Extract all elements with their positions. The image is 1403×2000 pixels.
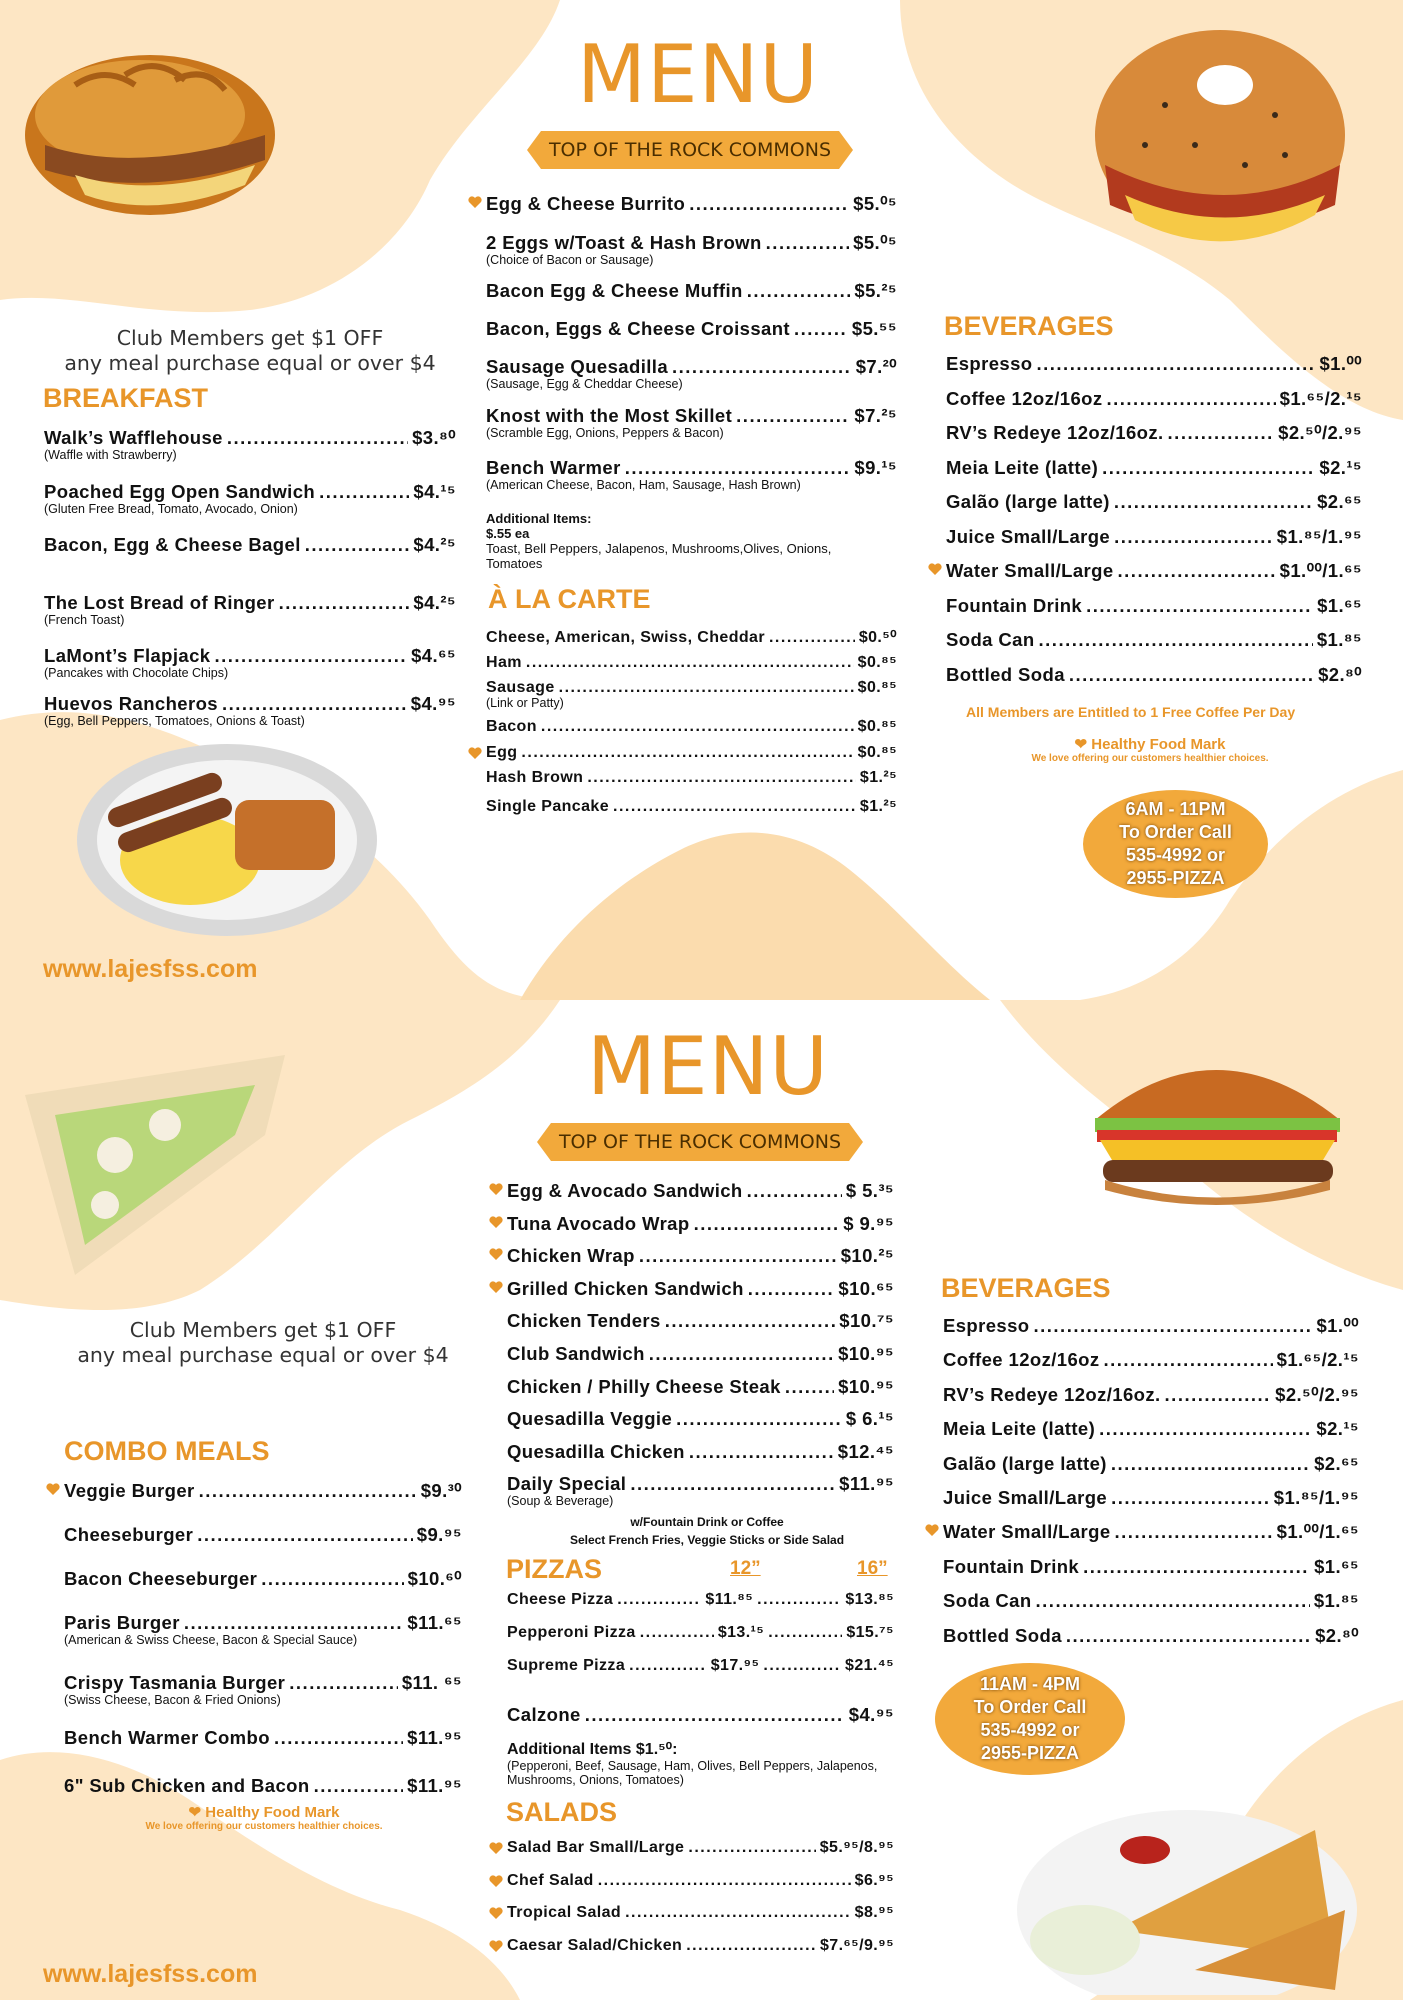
item-name: Bottled Soda — [946, 663, 1065, 685]
item-name: The Lost Bread of Ringer — [44, 592, 275, 613]
item-name: Soda Can — [946, 629, 1035, 650]
bottom-website-link[interactable]: www.lajesfss.com — [43, 1960, 258, 1988]
item-name: Tropical Salad — [507, 1904, 622, 1921]
additional-price: $.55 ea — [486, 526, 530, 541]
item-name: Single Pancake — [486, 798, 609, 815]
item-name: RV’s Redeye 12oz/16oz. — [946, 422, 1164, 443]
combo-heading: COMBO MEALS — [64, 1436, 270, 1466]
item-name: Fountain Drink — [946, 594, 1083, 616]
bottom-menu-title: MENU — [587, 1020, 829, 1113]
item-name: Bacon — [486, 718, 537, 735]
item-price: $10.²⁵ — [840, 1245, 894, 1267]
item-name: Caesar Salad/Chicken — [507, 1936, 683, 1954]
item-name: Coffee 12oz/16oz — [943, 1349, 1100, 1371]
healthy-heart-icon — [489, 1248, 503, 1261]
item-name: Egg — [486, 744, 518, 761]
breakfast-special-item — [486, 356, 897, 391]
item-price: $5.⁰⁵ — [853, 232, 897, 253]
quesadilla-plate-image — [1015, 1790, 1360, 1995]
breakfast-special-item — [486, 457, 897, 492]
item-price: $1.²⁵ — [859, 769, 897, 786]
item-price: $2.⁶⁵ — [1317, 491, 1362, 512]
sandwich-item — [507, 1408, 894, 1430]
item-description: (American & Swiss Cheese, Bacon & Special Sauce) — [64, 1633, 358, 1647]
additional-list: Toast, Bell Peppers, Jalapenos, Mushrooms,Olives, Onions, Tomatoes — [486, 541, 832, 571]
salad-item — [507, 1839, 894, 1857]
item-price: $11.⁹⁵ — [407, 1727, 462, 1748]
salad-item — [507, 1872, 894, 1890]
pizza-additional-list: (Pepperoni, Beef, Sausage, Ham, Olives, Bell Peppers, Jalapenos, Mushrooms, Onions, Tomatoes) — [507, 1759, 878, 1787]
item-name: Sausage Quesadilla — [486, 356, 669, 377]
sandwich-item — [507, 1213, 894, 1235]
top-menu-title: MENU — [577, 28, 819, 121]
item-name: Juice Small/Large — [943, 1487, 1108, 1508]
beverage-item — [943, 1418, 1359, 1440]
size-16-label: 16” — [857, 1558, 888, 1579]
beverage-item — [943, 1315, 1359, 1337]
healthy-heart-icon — [468, 747, 482, 760]
item-name: Juice Small/Large — [946, 525, 1111, 547]
top-beverages-heading: BEVERAGES — [944, 311, 1114, 341]
item-description: (American Cheese, Bacon, Ham, Sausage, Hash Brown) — [486, 478, 801, 492]
fountain-note: w/Fountain Drink or Coffee — [630, 1515, 784, 1529]
sandwich-item — [507, 1278, 894, 1300]
item-name: Cheese, American, Swiss, Cheddar — [486, 629, 765, 646]
healthy-sub: We love offering our customers healthier choices. — [1031, 753, 1269, 764]
sandwich-item — [507, 1245, 894, 1267]
item-description: (Gluten Free Bread, Tomato, Avocado, Onion) — [44, 502, 298, 516]
item-name: Quesadilla Veggie — [507, 1408, 673, 1430]
club-line-2: any meal purchase equal or over $4 — [64, 351, 436, 375]
item-price: $1.⁰⁰/1.⁶⁵ — [1279, 560, 1362, 581]
order-label: To Order Call — [1119, 822, 1232, 842]
free-coffee-note: All Members are Entitled to 1 Free Coffee Per Day — [966, 704, 1296, 720]
item-name: Knost with the Most Skillet — [486, 405, 733, 426]
item-price: $4.¹⁵ — [413, 481, 456, 502]
beverage-item — [943, 1487, 1359, 1509]
item-price: $1.⁶⁵/2.¹⁵ — [1276, 1349, 1359, 1371]
item-price: $2.¹⁵ — [1319, 456, 1362, 478]
item-price: $0.⁸⁵ — [857, 744, 897, 761]
item-description: (French Toast) — [44, 613, 125, 627]
item-price: $11.⁹⁵ — [407, 1775, 462, 1796]
order-label: To Order Call — [973, 1697, 1087, 1717]
item-price: $1.⁶⁵ — [1314, 1555, 1359, 1577]
additional-title: Additional Items: — [486, 511, 592, 526]
breakfast-special-item — [486, 280, 897, 302]
alacarte-item — [486, 798, 897, 816]
combo-item — [64, 1775, 462, 1797]
beverage-item — [946, 491, 1362, 513]
item-price: $4.⁶⁵ — [411, 645, 456, 666]
item-price: $9.⁹⁵ — [416, 1524, 462, 1545]
item-price: $1.⁸⁵/1.⁹⁵ — [1273, 1487, 1359, 1508]
item-price: $5.²⁵ — [854, 280, 897, 301]
item-price: $4.²⁵ — [413, 534, 456, 555]
item-name: Hash Brown — [486, 769, 584, 786]
healthy-heart-icon — [489, 1940, 503, 1953]
item-price: $7.²⁰ — [855, 356, 897, 377]
item-name: Club Sandwich — [507, 1343, 645, 1364]
item-name: Chicken / Philly Cheese Steak — [507, 1375, 781, 1397]
combo-item — [64, 1672, 462, 1707]
combo-item — [64, 1480, 462, 1502]
item-price: $5.⁹⁵/8.⁹⁵ — [819, 1839, 894, 1856]
item-name: Egg & Avocado Sandwich — [507, 1180, 743, 1201]
club-line-1: Club Members get $1 OFF — [129, 1318, 397, 1342]
item-price: $1.⁶⁵/2.¹⁵ — [1279, 387, 1362, 409]
pizzas-heading: PIZZAS — [506, 1554, 603, 1584]
item-price: $2.⁸⁰ — [1315, 1624, 1359, 1646]
item-price: $1.⁰⁰ — [1316, 1315, 1359, 1336]
breakfast-item — [44, 645, 456, 680]
item-price: $11.⁶⁵ — [407, 1612, 462, 1633]
pizza-additional-items — [507, 1739, 907, 1787]
price-12: $17.⁹⁵ — [710, 1657, 760, 1674]
item-price: $9.¹⁵ — [854, 457, 897, 478]
breakfast-item — [44, 481, 456, 516]
additional-items — [486, 511, 886, 571]
item-price: $2.⁶⁵ — [1314, 1452, 1359, 1474]
item-price: $10.⁹⁵ — [838, 1343, 894, 1364]
beverage-item — [943, 1590, 1359, 1612]
top-healthy-mark — [1010, 735, 1290, 764]
item-price: $12.⁴⁵ — [837, 1440, 894, 1462]
item-name: Bottled Soda — [943, 1624, 1062, 1646]
item-name: Water Small/Large — [946, 560, 1114, 581]
item-price: $2.⁵⁰/2.⁹⁵ — [1275, 1383, 1359, 1405]
alacarte-item — [486, 679, 897, 710]
item-name: Supreme Pizza — [507, 1657, 626, 1674]
order-phone: 535-4992 or — [980, 1720, 1080, 1740]
item-name: Espresso — [946, 353, 1033, 374]
price-12: $13.¹⁵ — [717, 1624, 765, 1641]
top-subtitle-banner: TOP OF THE ROCK COMMONS — [541, 131, 839, 169]
pizza-item — [507, 1657, 894, 1675]
item-name: Chef Salad — [507, 1871, 594, 1889]
beverage-item — [946, 457, 1362, 479]
breakfast-item — [44, 592, 456, 627]
item-price: $ 9.⁹⁵ — [843, 1212, 894, 1234]
item-price: $ 6.¹⁵ — [845, 1408, 894, 1430]
healthy-heart-icon — [489, 1281, 503, 1294]
item-price: $2.⁵⁰/2.⁹⁵ — [1278, 422, 1362, 443]
item-name: Huevos Rancheros — [44, 693, 218, 714]
item-name: Galão (large latte) — [943, 1452, 1107, 1474]
bagel-sandwich-image — [1085, 15, 1355, 285]
sides-note: Select French Fries, Veggie Sticks or Side Salad — [569, 1533, 845, 1547]
beverage-item — [943, 1453, 1359, 1475]
heart-icon: ❤ — [1074, 736, 1088, 753]
item-price: $9.³⁰ — [420, 1480, 462, 1501]
item-description: (Swiss Cheese, Bacon & Fried Onions) — [64, 1693, 281, 1707]
item-price: $7.²⁵ — [854, 405, 897, 426]
item-price: $11. ⁶⁵ — [401, 1672, 462, 1693]
salad-item — [507, 1937, 894, 1955]
sandwich-item — [507, 1310, 894, 1332]
healthy-title: Healthy Food Mark — [205, 1804, 340, 1821]
item-price: $6.⁹⁵ — [854, 1871, 894, 1889]
item-name: Bench Warmer Combo — [64, 1727, 270, 1748]
breakfast-item — [44, 427, 456, 462]
alacarte-heading: À LA CARTE — [488, 584, 651, 614]
healthy-heart-icon — [46, 1483, 60, 1496]
salads-heading: SALADS — [506, 1797, 618, 1827]
calzone-row — [507, 1704, 894, 1726]
item-name: Cheeseburger — [64, 1524, 194, 1545]
item-description: (Soup & Beverage) — [507, 1494, 614, 1509]
breakfast-special-item — [486, 232, 897, 267]
item-price: $4.⁹⁵ — [848, 1704, 894, 1725]
item-name: Ham — [486, 654, 522, 671]
beverage-item — [943, 1384, 1359, 1406]
beverage-item — [946, 526, 1362, 548]
healthy-heart-icon — [489, 1907, 503, 1920]
wrap-image — [15, 1015, 300, 1285]
item-price: $1.⁰⁰/1.⁶⁵ — [1276, 1521, 1359, 1543]
item-name: Walk’s Wafflehouse — [44, 427, 223, 448]
item-price: $0.⁸⁵ — [857, 718, 897, 735]
item-name: Galão (large latte) — [946, 491, 1110, 512]
item-name: Bacon, Egg & Cheese Bagel — [44, 534, 301, 555]
healthy-heart-icon — [925, 1524, 939, 1537]
item-name: LaMont’s Flapjack — [44, 645, 211, 666]
healthy-heart-icon — [489, 1216, 503, 1229]
item-name: 6" Sub Chicken and Bacon — [64, 1775, 310, 1796]
alacarte-item — [486, 769, 897, 787]
item-name: Daily Special — [507, 1473, 627, 1495]
item-name: Veggie Burger — [64, 1480, 195, 1501]
item-price: $1.²⁵ — [859, 798, 897, 815]
order-hours: 11AM - 4PM — [979, 1674, 1081, 1694]
beverage-item — [946, 388, 1362, 410]
item-price: $3.⁸⁰ — [412, 427, 456, 448]
item-description: (Choice of Bacon or Sausage) — [486, 253, 654, 267]
healthy-heart-icon — [489, 1183, 503, 1196]
item-name: Grilled Chicken Sandwich — [507, 1277, 744, 1299]
bottom-healthy-mark — [124, 1803, 404, 1832]
item-name: Poached Egg Open Sandwich — [44, 481, 316, 502]
order-pizza-line: 2955-PIZZA — [980, 1743, 1080, 1763]
item-price: $4.⁹⁵ — [410, 693, 456, 714]
item-name: Calzone — [507, 1704, 581, 1725]
sandwich-item — [507, 1441, 894, 1463]
cheeseburger-image — [1075, 1030, 1360, 1210]
breakfast-special-item — [486, 405, 897, 440]
item-name: Bacon, Eggs & Cheese Croissant — [486, 318, 790, 339]
breakfast-special-item — [486, 318, 897, 340]
item-name: Bacon Egg & Cheese Muffin — [486, 280, 743, 301]
order-phone: 535-4992 or — [1125, 845, 1226, 865]
item-name: Quesadilla Chicken — [507, 1440, 685, 1462]
breakfast-plate-image — [75, 740, 380, 940]
order-hours: 6AM - 11PM — [1125, 799, 1226, 819]
item-name: Paris Burger — [64, 1612, 180, 1633]
sandwich-item — [507, 1180, 894, 1202]
item-name: Tuna Avocado Wrap — [507, 1212, 690, 1234]
item-name: Espresso — [943, 1315, 1030, 1336]
heart-icon: ❤ — [188, 1804, 202, 1821]
item-name: RV’s Redeye 12oz/16oz. — [943, 1383, 1161, 1405]
item-name: Chicken Wrap — [507, 1245, 635, 1267]
club-line-1: Club Members get $1 OFF — [116, 326, 384, 350]
item-name: Coffee 12oz/16oz — [946, 387, 1103, 409]
club-line-2: any meal purchase equal or over $4 — [77, 1343, 449, 1367]
salad-item — [507, 1904, 894, 1922]
item-price: $2.¹⁵ — [1316, 1418, 1359, 1440]
beverage-item — [946, 353, 1362, 375]
item-price: $11.⁹⁵ — [839, 1473, 894, 1495]
beverage-item — [946, 629, 1362, 651]
item-price: $10.⁷⁵ — [839, 1310, 894, 1332]
item-name: Crispy Tasmania Burger — [64, 1672, 286, 1693]
item-price: $ 5.³⁵ — [845, 1180, 894, 1201]
top-website-link[interactable]: www.lajesfss.com — [43, 955, 258, 983]
item-price: $5.⁰⁵ — [853, 193, 897, 214]
item-description: (Link or Patty) — [486, 696, 564, 710]
order-pizza-line: 2955-PIZZA — [1126, 868, 1225, 888]
item-description: (Egg, Bell Peppers, Tomatoes, Onions & Toast) — [44, 714, 305, 728]
item-price: $8.⁹⁵ — [854, 1904, 894, 1921]
healthy-heart-icon — [468, 196, 482, 209]
item-name: Chicken Tenders — [507, 1310, 661, 1332]
sandwich-item — [507, 1473, 894, 1508]
price-16: $13.⁸⁵ — [845, 1591, 894, 1608]
price-16: $15.⁷⁵ — [846, 1624, 894, 1641]
item-name: Bench Warmer — [486, 457, 621, 478]
beverage-item — [946, 595, 1362, 617]
alacarte-item — [486, 654, 897, 672]
item-price: $0.⁵⁰ — [858, 629, 897, 646]
beverage-item — [946, 560, 1362, 582]
beverage-item — [946, 664, 1362, 686]
item-name: 2 Eggs w/Toast & Hash Brown — [486, 232, 762, 253]
price-16: $21.⁴⁵ — [845, 1657, 894, 1674]
healthy-sub: We love offering our customers healthier choices. — [145, 1821, 383, 1832]
healthy-heart-icon — [489, 1842, 503, 1855]
beverage-item — [943, 1521, 1359, 1543]
beverage-item — [943, 1556, 1359, 1578]
pizza-item — [507, 1624, 894, 1642]
pizza-item — [507, 1591, 894, 1609]
healthy-heart-icon — [489, 1875, 503, 1888]
bottom-beverages-heading: BEVERAGES — [941, 1273, 1111, 1303]
sandwich-item — [507, 1376, 894, 1398]
top-club-note — [40, 326, 460, 376]
breakfast-special-item — [486, 193, 897, 215]
healthy-heart-icon — [928, 563, 942, 576]
breakfast-item — [44, 693, 456, 728]
item-name: Meia Leite (latte) — [943, 1418, 1096, 1440]
item-description: (Scramble Egg, Onions, Peppers & Bacon) — [486, 426, 724, 440]
item-price: $5.⁵⁵ — [851, 318, 897, 339]
item-price: $1.⁸⁵/1.⁹⁵ — [1276, 525, 1362, 547]
combo-item — [64, 1524, 462, 1546]
item-name: Soda Can — [943, 1590, 1032, 1612]
top-order-badge — [1083, 790, 1268, 898]
bottom-order-badge — [935, 1663, 1125, 1775]
alacarte-item — [486, 744, 897, 762]
item-description: (Waffle with Strawberry) — [44, 448, 177, 462]
item-name: Water Small/Large — [943, 1521, 1111, 1543]
item-description: (Sausage, Egg & Cheddar Cheese) — [486, 377, 683, 391]
bottom-subtitle-banner: TOP OF THE ROCK COMMONS — [551, 1123, 849, 1161]
item-price: $1.⁸⁵ — [1313, 1590, 1359, 1612]
item-price: $10.⁶⁰ — [407, 1568, 462, 1589]
bottom-club-note — [53, 1318, 473, 1368]
beverage-item — [943, 1349, 1359, 1371]
item-name: Egg & Cheese Burrito — [486, 193, 686, 214]
item-price: $7.⁶⁵/9.⁹⁵ — [819, 1936, 894, 1954]
item-name: Fountain Drink — [943, 1555, 1080, 1577]
combo-item — [64, 1568, 462, 1590]
size-12-label: 12” — [730, 1558, 761, 1579]
beverage-item — [943, 1625, 1359, 1647]
pizza-additional-title: Additional Items $1.⁵⁰: — [507, 1741, 678, 1758]
item-price: $2.⁸⁰ — [1318, 663, 1362, 685]
alacarte-item — [486, 627, 897, 647]
item-description: (Pancakes with Chocolate Chips) — [44, 666, 229, 680]
breakfast-heading: BREAKFAST — [43, 383, 209, 413]
item-name: Bacon Cheeseburger — [64, 1568, 258, 1589]
alacarte-item — [486, 718, 897, 736]
price-12: $11.⁸⁵ — [705, 1591, 754, 1608]
item-price: $1.⁶⁵ — [1317, 594, 1362, 616]
item-price: $0.⁸⁵ — [857, 679, 897, 696]
item-price: $4.²⁵ — [413, 592, 456, 613]
breakfast-item — [44, 534, 456, 556]
item-name: Cheese Pizza — [507, 1591, 614, 1608]
croissant-sandwich-image — [15, 25, 285, 230]
combo-item — [64, 1612, 462, 1647]
combo-item — [64, 1727, 462, 1749]
item-price: $0.⁸⁵ — [857, 654, 897, 671]
sandwich-item — [507, 1343, 894, 1365]
item-price: $1.⁰⁰ — [1319, 353, 1362, 374]
item-name: Salad Bar Small/Large — [507, 1839, 685, 1856]
item-name: Sausage — [486, 679, 555, 696]
item-price: $1.⁸⁵ — [1316, 629, 1362, 650]
item-name: Pepperoni Pizza — [507, 1624, 636, 1641]
item-name: Meia Leite (latte) — [946, 456, 1099, 478]
healthy-title: Healthy Food Mark — [1091, 736, 1226, 753]
item-price: $10.⁹⁵ — [838, 1375, 894, 1397]
item-price: $10.⁶⁵ — [838, 1277, 894, 1299]
beverage-item — [946, 422, 1362, 444]
